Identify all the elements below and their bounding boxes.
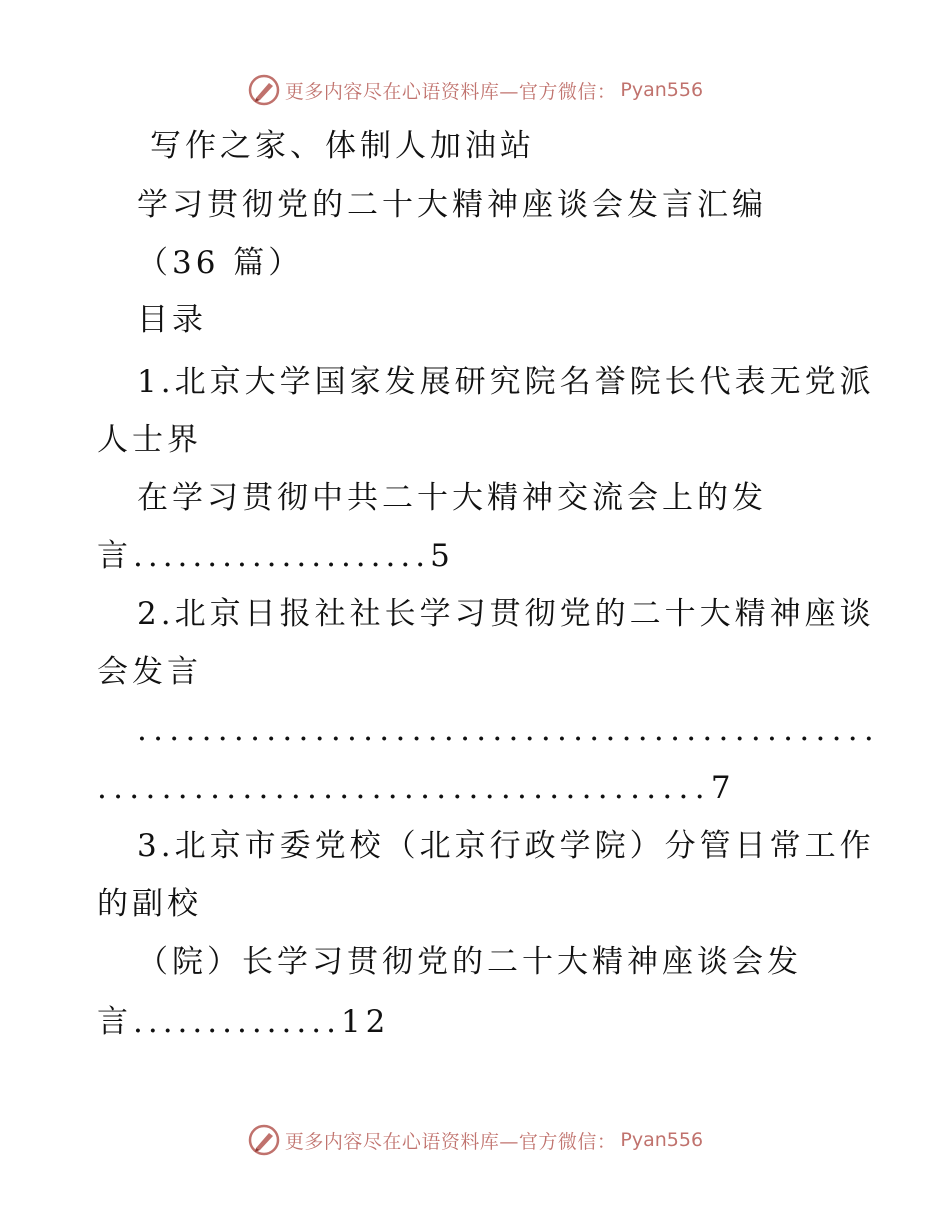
pen-logo-icon (247, 73, 281, 107)
toc-entry-3-line4: 言..............12 (97, 1004, 391, 1040)
toc-entry-2-line1: 2.北京日报社社长学习贯彻党的二十大精神座谈 (137, 596, 875, 632)
doc-title: 学习贯彻党的二十大精神座谈会发言汇编 (137, 187, 767, 223)
toc-entry-3-line3: （院）长学习贯彻党的二十大精神座谈会发 (137, 944, 802, 980)
toc-entry-2-line4: ......................................7 (97, 770, 737, 806)
toc-entry-1-line3: 在学习贯彻中共二十大精神交流会上的发 (137, 480, 767, 516)
toc-entry-1-line1: 1.北京大学国家发展研究院名誉院长代表无党派 (137, 364, 875, 400)
toc-entry-3-line2: 的副校 (97, 886, 202, 922)
pen-logo-icon (247, 1123, 281, 1157)
toc-entry-2-line2: 会发言 (97, 654, 202, 690)
toc-heading: 目录 (137, 302, 207, 338)
banner-text: 更多内容尽在心语资料库—官方微信： (284, 1130, 617, 1153)
doc-count: （36 篇） (137, 245, 304, 281)
header-watermark-banner (0, 70, 950, 110)
toc-entry-2-line3: .............................................. (137, 712, 881, 748)
banner-wechat-id: Pyan556 (620, 79, 704, 101)
banner-wechat-id: Pyan556 (620, 1129, 704, 1151)
doc-subtitle: 写作之家、体制人加油站 (150, 128, 535, 164)
banner-text: 更多内容尽在心语资料库—官方微信： (284, 80, 617, 103)
toc-entry-3-line1: 3.北京市委党校（北京行政学院）分管日常工作 (137, 828, 875, 864)
toc-entry-1-line4: 言....................5 (97, 538, 455, 574)
footer-watermark-banner (0, 1120, 950, 1160)
toc-entry-1-line2: 人士界 (97, 422, 202, 458)
